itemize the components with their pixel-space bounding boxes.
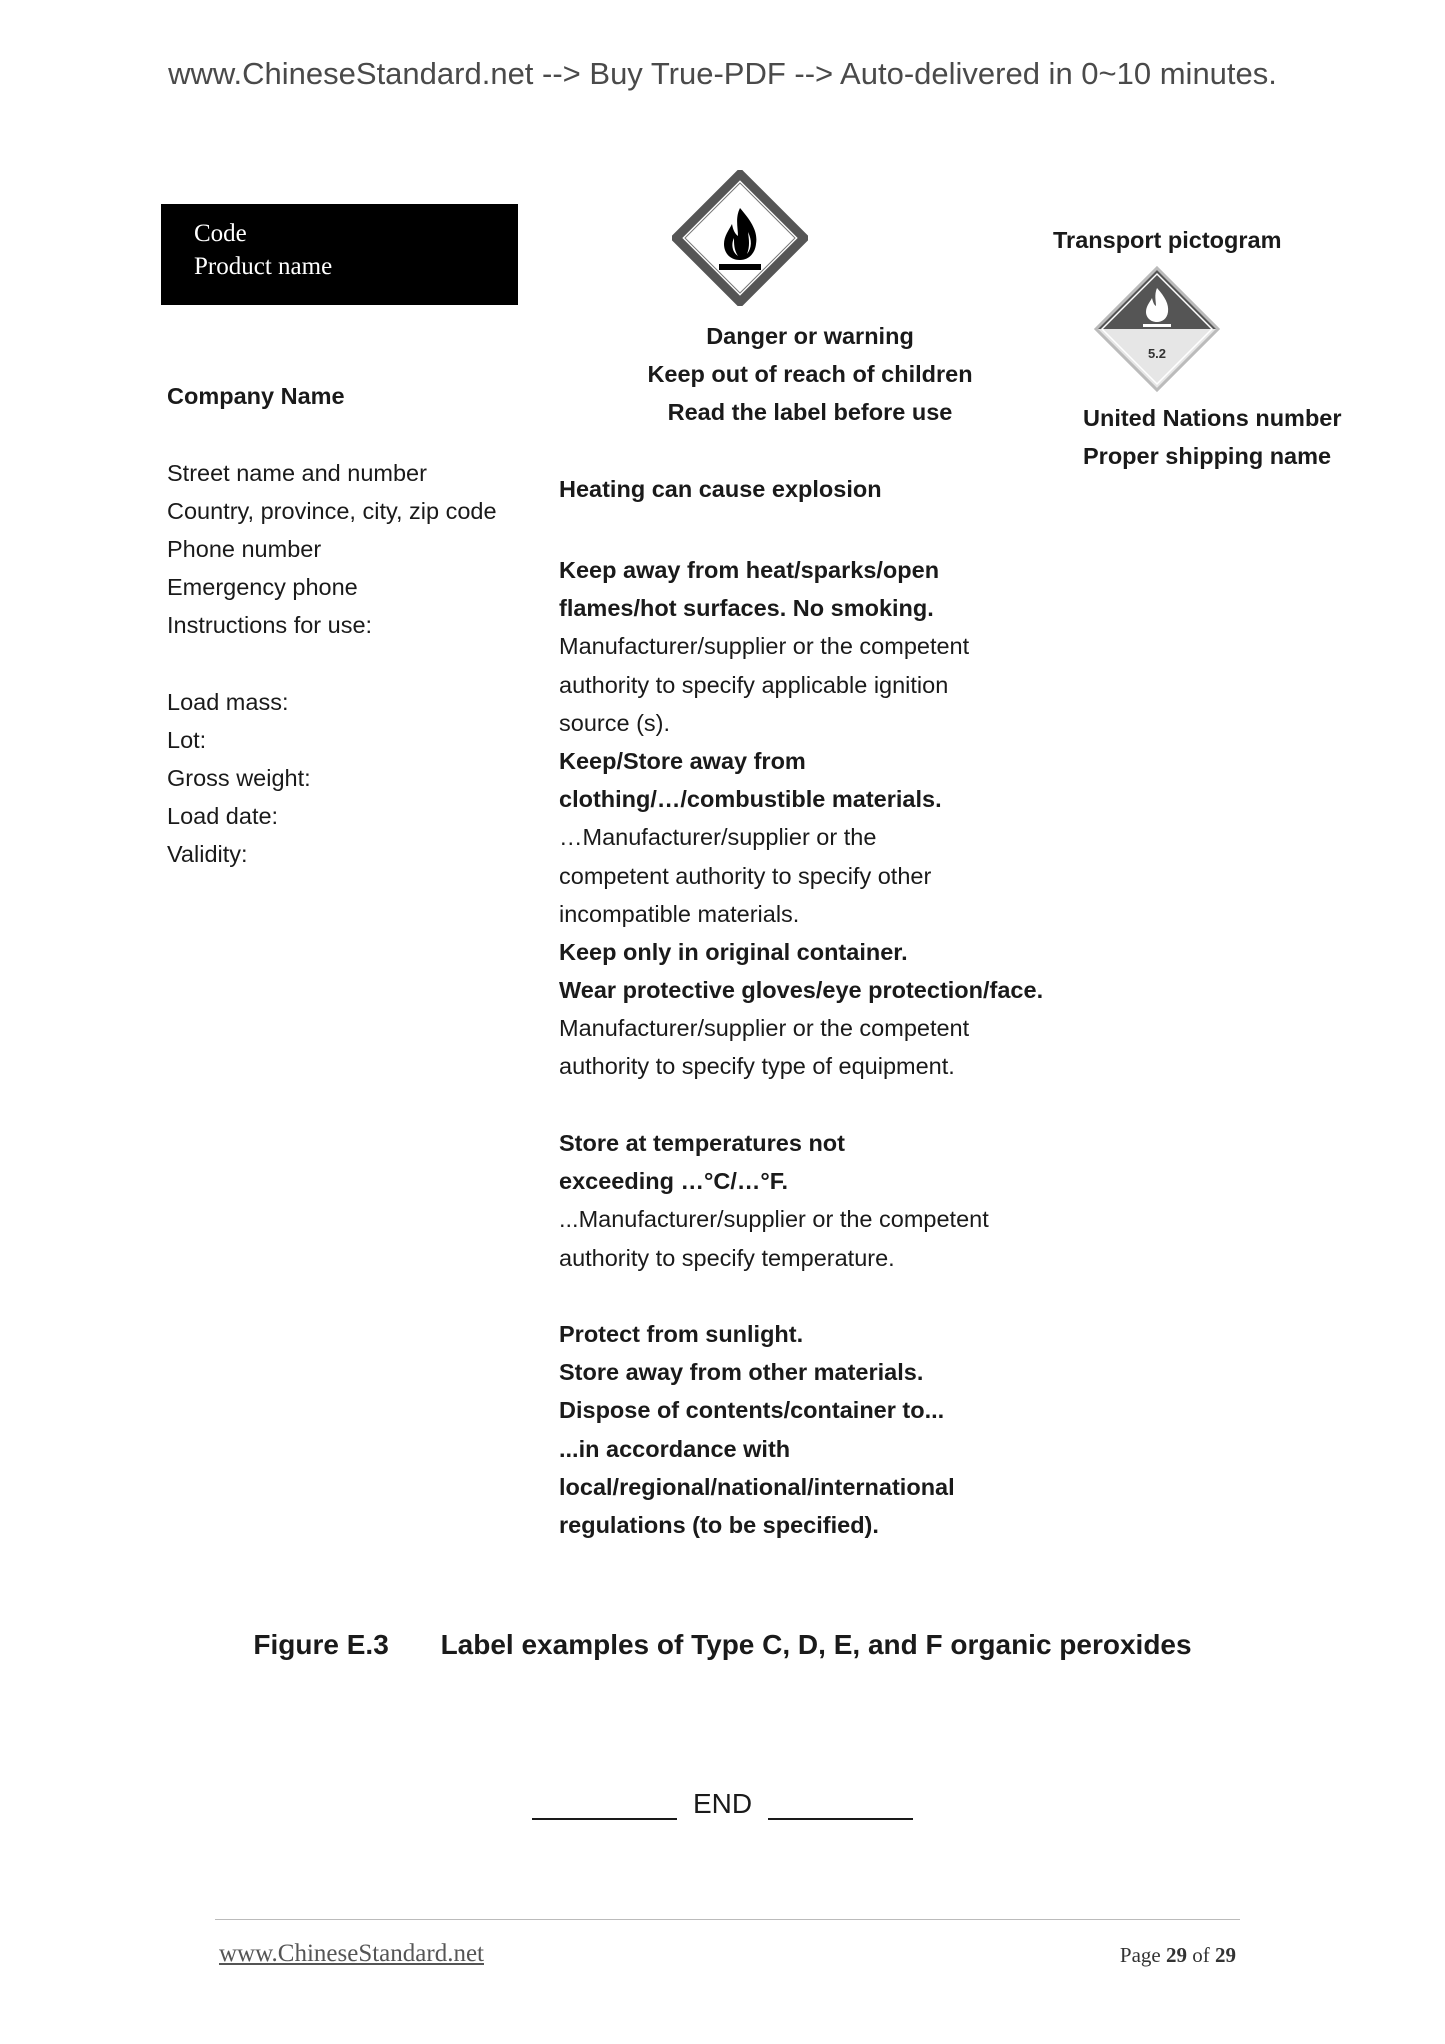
statement-line: authority to specify applicable ignition	[559, 671, 949, 698]
un-number: United Nations number	[1083, 405, 1342, 431]
figure-title: Label examples of Type C, D, E, and F organic peroxides	[440, 1629, 1192, 1660]
statement-line: exceeding …°C/…°F.	[559, 1168, 789, 1195]
statement-line: local/regional/national/international	[559, 1473, 955, 1500]
end-marker	[0, 1788, 1445, 1820]
address-line: Country, province, city, zip code	[167, 498, 497, 524]
company-name: Company Name	[167, 383, 345, 409]
statement-line: Manufacturer/supplier or the competent	[559, 633, 970, 660]
statement-line: Keep only in original container.	[559, 938, 908, 965]
statement-line: Store at temperatures not	[559, 1130, 845, 1156]
keep-out-of-reach: Keep out of reach of children	[647, 361, 973, 388]
statement-line: authority to specify type of equipment.	[559, 1053, 955, 1080]
statement-line: clothing/…/combustible materials.	[559, 786, 942, 813]
header-banner: www.ChineseStandard.net --> Buy True-PDF --> Auto-delivered in 0~10 minutes.	[168, 56, 1277, 91]
signal-block	[560, 317, 1060, 432]
storage-statements	[559, 1124, 989, 1277]
end-rule-right	[768, 1788, 913, 1820]
statement-line: Wear protective gloves/eye protection/face.	[559, 977, 1044, 1004]
transport-class-number: 5.2	[1147, 346, 1167, 361]
load-line: Validity:	[167, 841, 248, 867]
statement-line: source (s).	[559, 709, 670, 736]
footer-site-link[interactable]: www.ChineseStandard.net	[219, 1940, 484, 1967]
signal-word: Danger or warning	[706, 323, 914, 349]
product-name-label: Product name	[194, 253, 333, 280]
statement-line: …Manufacturer/supplier or the	[559, 824, 877, 851]
footer-divider	[215, 1919, 1240, 1920]
statement-line: Keep away from heat/sparks/open	[559, 557, 940, 583]
load-line: Lot:	[167, 727, 207, 753]
ghs-flame-pictogram-icon	[672, 170, 808, 306]
statement-line: flames/hot surfaces. No smoking.	[559, 595, 934, 622]
address-line: Street name and number	[167, 460, 427, 486]
figure-caption	[0, 1629, 1445, 1661]
load-line: Load date:	[167, 803, 279, 829]
page-of: of	[1192, 1943, 1210, 1967]
statement-line: Dispose of contents/container to...	[559, 1397, 945, 1424]
page-prefix: Page	[1119, 1943, 1161, 1967]
statement-line: Store away from other materials.	[559, 1359, 924, 1386]
page-total: 29	[1215, 1943, 1236, 1967]
address-line: Phone number	[167, 536, 322, 562]
statement-line: regulations (to be specified).	[559, 1511, 879, 1538]
statement-line: Protect from sunlight.	[559, 1321, 804, 1347]
end-text: END	[692, 1788, 753, 1819]
proper-shipping-name: Proper shipping name	[1083, 443, 1332, 470]
transport-pictogram-title: Transport pictogram	[1053, 227, 1282, 253]
end-rule-left	[532, 1788, 677, 1820]
code-label: Code	[194, 220, 247, 247]
load-info	[167, 683, 311, 873]
statement-line: incompatible materials.	[559, 900, 800, 927]
address-line: Instructions for use:	[167, 612, 373, 638]
address-line: Emergency phone	[167, 574, 358, 600]
page-number	[1120, 1943, 1236, 1968]
statement-line: ...Manufacturer/supplier or the competent	[559, 1206, 989, 1233]
page-current: 29	[1166, 1943, 1187, 1967]
read-label: Read the label before use	[667, 399, 953, 426]
statement-line: Keep/Store away from	[559, 747, 806, 774]
transport-info	[1083, 399, 1342, 475]
figure-number: Figure E.3	[253, 1629, 389, 1660]
organic-peroxide-placard-icon	[1092, 264, 1222, 394]
company-address	[167, 454, 497, 644]
hazard-statement: Heating can cause explosion	[559, 476, 882, 502]
load-line: Gross weight:	[167, 765, 311, 791]
statement-line: authority to specify temperature.	[559, 1244, 895, 1271]
statement-line: competent authority to specify other	[559, 862, 932, 889]
statement-line: Manufacturer/supplier or the competent	[559, 1015, 970, 1042]
precautionary-statements	[559, 551, 1043, 1086]
statement-line: ...in accordance with	[559, 1435, 791, 1462]
load-line: Load mass:	[167, 689, 289, 715]
disposal-statements	[559, 1315, 955, 1544]
product-code-box	[161, 204, 518, 305]
